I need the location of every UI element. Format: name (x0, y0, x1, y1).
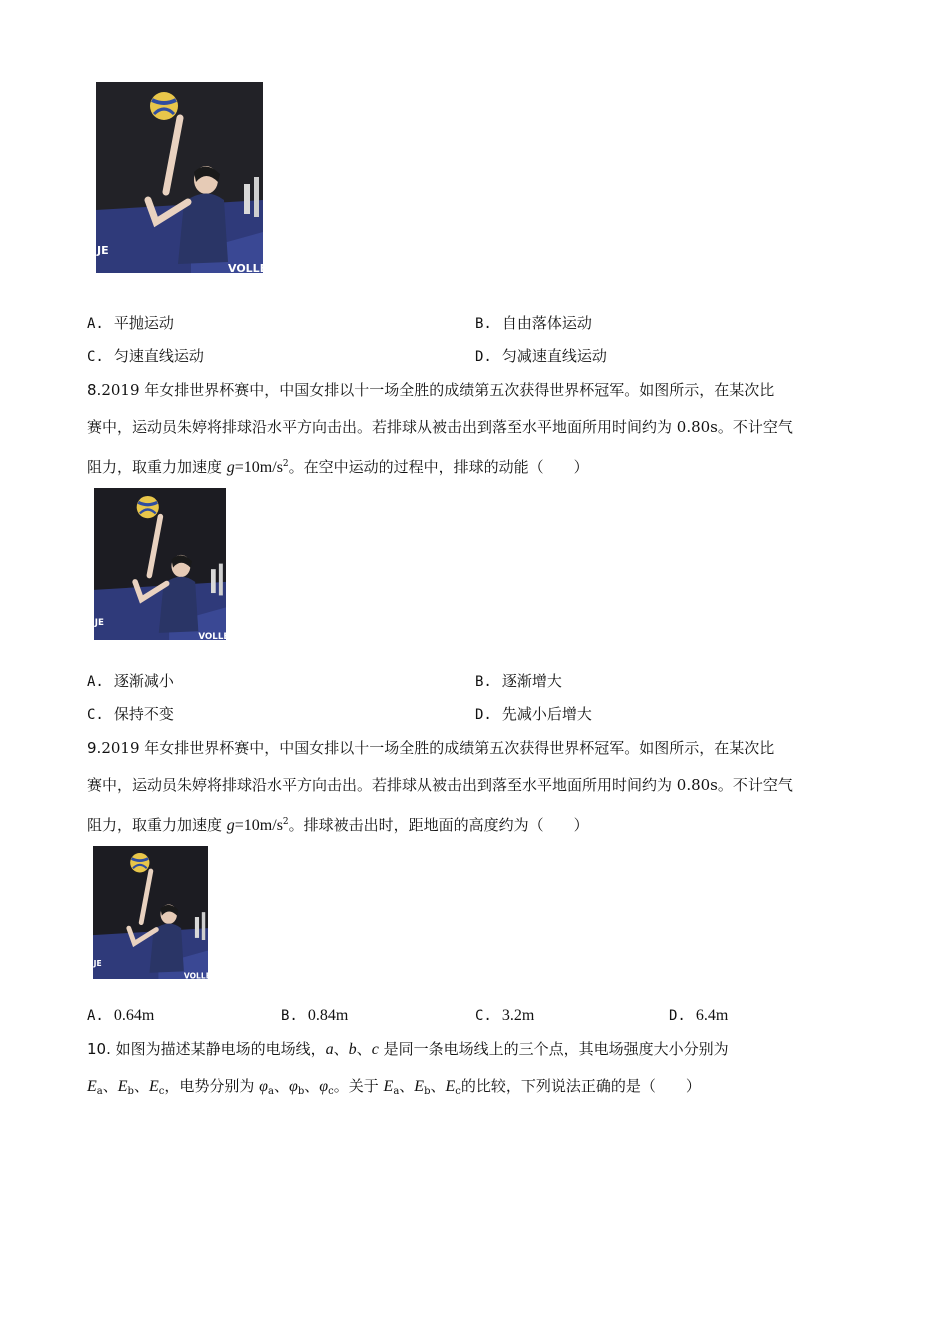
subscript: b (297, 1086, 305, 1097)
option-text: 6.4m (695, 1007, 729, 1024)
option-text: 匀速直线运动 (113, 347, 204, 365)
field-symbol: E (117, 1078, 128, 1095)
q8-stem-line-2: 赛中，运动员朱婷将排球沿水平方向击出。若排球从被击出到落至水平地面所用时间约为 0.80s。不计空气 (87, 418, 793, 436)
q8-stem-line-3 (87, 454, 589, 478)
q9-stem-line-1 (87, 738, 774, 758)
q8-option-a[interactable] (87, 671, 174, 692)
separator: ， (164, 1077, 180, 1095)
g-symbol: g (226, 817, 235, 834)
subscript: c (455, 1086, 461, 1097)
separator: 、 (333, 1040, 349, 1058)
q10-text: 如图为描述某静电场的电场线， (115, 1040, 326, 1058)
point-c: c (371, 1041, 379, 1058)
separator: 、 (102, 1077, 118, 1095)
q10-text-tail: 的比较，下列说法正确的是（ ） (460, 1077, 701, 1095)
q9-text-tail: 。排球被击出时，距地面的高度约为（ ） (288, 816, 589, 834)
potential-symbol: φ (289, 1078, 298, 1095)
volleyball-photo-q8 (94, 488, 230, 643)
q7-option-c[interactable] (87, 346, 204, 367)
option-text: 0.64m (113, 1007, 155, 1024)
option-label: B. (475, 316, 492, 332)
separator: 、 (430, 1077, 446, 1095)
q9-text: 阻力，取重力加速度 (87, 816, 227, 834)
q8-option-c[interactable] (87, 704, 174, 725)
option-text: 平抛运动 (113, 314, 174, 332)
subscript: a (393, 1086, 400, 1097)
q8-option-b[interactable] (475, 671, 562, 692)
volleyball-photo-q9 (93, 846, 211, 981)
point-a: a (325, 1041, 334, 1058)
photo-watermark: VOLLE (183, 971, 211, 981)
option-text: 逐渐减小 (113, 672, 174, 690)
subscript: b (127, 1086, 134, 1097)
q10-text: 电势分别为 (179, 1077, 260, 1095)
option-label: A. (87, 316, 104, 332)
superscript: 2 (282, 459, 289, 469)
option-label: B. (281, 1008, 298, 1024)
q9-stem-line-2: 赛中，运动员朱婷将排球沿水平方向击出。若排球从被击出到落至水平地面所用时间约为 0.80s。不计空气 (87, 776, 793, 794)
q8-line-1: 2019 年女排世界杯赛中，中国女排以十一场全胜的成绩第五次获得世界杯冠军。如图所示，在某次比 (101, 381, 775, 399)
option-label: C. (87, 707, 104, 723)
option-label: B. (475, 674, 492, 690)
subscript: c (158, 1086, 165, 1097)
separator: 、 (273, 1077, 289, 1095)
question-number: 9. (87, 739, 102, 757)
option-text: 3.2m (501, 1007, 535, 1024)
subscript: a (268, 1086, 274, 1097)
q9-option-a[interactable] (87, 1005, 154, 1026)
g-value: =10m/s (234, 817, 283, 834)
superscript: 2 (282, 817, 289, 827)
g-symbol: g (226, 459, 235, 476)
q8-stem-line-1 (87, 380, 774, 400)
q10-stem-line-2 (87, 1076, 701, 1102)
q8-text: 阻力，取重力加速度 (87, 458, 227, 476)
q10-text: 。关于 (333, 1077, 384, 1095)
photo-watermark: VOLLE (228, 262, 268, 275)
q9-option-d[interactable] (669, 1005, 728, 1026)
field-symbol: E (414, 1078, 425, 1095)
subscript: c (328, 1086, 334, 1097)
option-label: C. (87, 349, 104, 365)
field-symbol: E (383, 1078, 394, 1095)
q9-stem-line-3 (87, 812, 589, 836)
option-text: 匀减速直线运动 (501, 347, 607, 365)
point-b: b (348, 1041, 357, 1058)
q9-option-b[interactable] (281, 1005, 348, 1026)
q7-option-d[interactable] (475, 346, 607, 367)
option-label: D. (669, 1008, 686, 1024)
question-number: 8. (87, 381, 102, 399)
option-text: 先减小后增大 (501, 705, 592, 723)
photo-side-text: JE (94, 617, 104, 628)
g-value: =10m/s (234, 459, 283, 476)
subscript: a (96, 1086, 103, 1097)
option-label: D. (475, 707, 492, 723)
option-label: D. (475, 349, 492, 365)
q7-option-a[interactable] (87, 313, 174, 334)
photo-side-text: JE (97, 244, 109, 257)
option-text: 0.84m (307, 1007, 349, 1024)
photo-side-text: JE (93, 958, 102, 968)
separator: 、 (399, 1077, 415, 1095)
q10-stem-line-1 (87, 1039, 729, 1060)
q7-option-b[interactable] (475, 313, 592, 334)
potential-symbol: φ (319, 1078, 329, 1095)
q10-text-tail: 是同一条电场线上的三个点，其电场强度大小分别为 (378, 1040, 729, 1058)
option-label: A. (87, 674, 104, 690)
option-text: 自由落体运动 (501, 314, 592, 332)
separator: 、 (304, 1077, 320, 1095)
potential-symbol: φ (259, 1078, 269, 1095)
volleyball-photo-q7 (96, 82, 268, 275)
option-label: A. (87, 1008, 104, 1024)
q9-option-c[interactable] (475, 1005, 534, 1026)
q8-text-tail: 。在空中运动的过程中，排球的动能（ ） (288, 458, 589, 476)
separator: 、 (133, 1077, 149, 1095)
q9-line-1: 2019 年女排世界杯赛中，中国女排以十一场全胜的成绩第五次获得世界杯冠军。如图所示，在某次比 (101, 739, 775, 757)
separator: 、 (356, 1040, 372, 1058)
option-text: 逐渐增大 (501, 672, 562, 690)
option-text: 保持不变 (113, 705, 174, 723)
field-symbol: E (445, 1078, 456, 1095)
question-number: 10. (87, 1040, 111, 1058)
photo-watermark: VOLLE (198, 632, 230, 643)
option-label: C. (475, 1008, 492, 1024)
field-symbol: E (87, 1078, 97, 1095)
q8-option-d[interactable] (475, 704, 592, 725)
field-symbol: E (148, 1078, 159, 1095)
subscript: b (424, 1086, 431, 1097)
